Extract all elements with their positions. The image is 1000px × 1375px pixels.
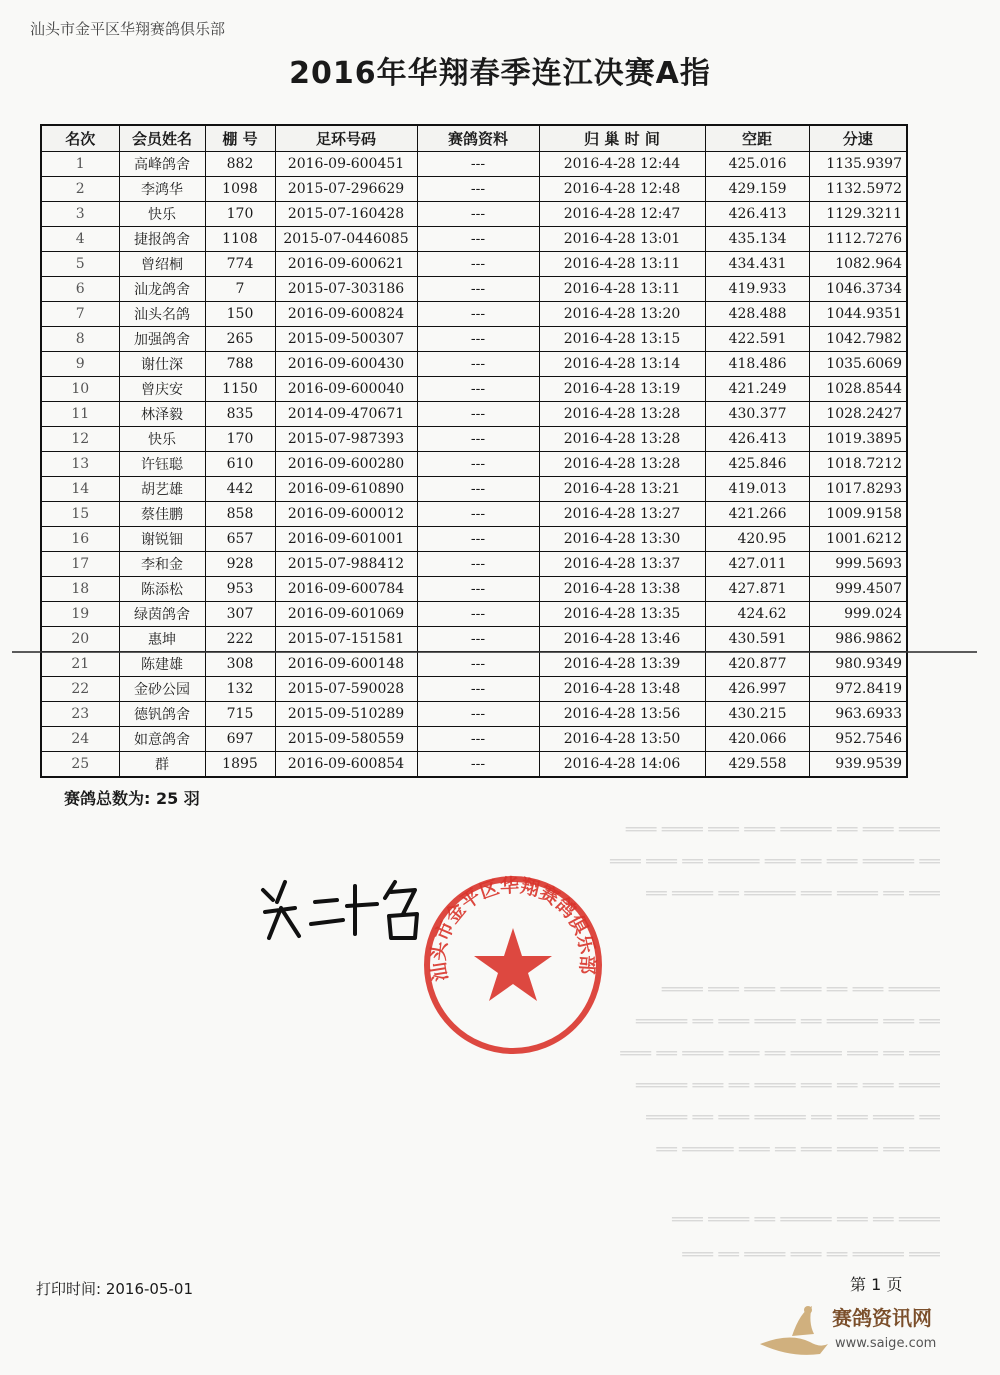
table-row	[41, 427, 907, 452]
loft-number-cell: 1150	[205, 377, 275, 402]
distance-cell: 421.266	[705, 502, 809, 527]
ring-number-cell: 2016-09-600012	[275, 502, 417, 527]
ring-number-cell: 2016-09-600040	[275, 377, 417, 402]
table-row	[41, 352, 907, 377]
bird-info-cell: ---	[417, 277, 539, 302]
rank-cell: 19	[41, 602, 119, 627]
arrival-time-cell: 2016-4-28 13:14	[539, 352, 705, 377]
ring-number-cell: 2016-09-600148	[275, 652, 417, 677]
results-body	[41, 152, 907, 778]
speed-cell: 939.9539	[809, 752, 907, 778]
bird-info-cell: ---	[417, 502, 539, 527]
member-name-cell: 加强鸽舍	[119, 327, 205, 352]
ring-number-cell: 2016-09-600621	[275, 252, 417, 277]
ring-number-cell: 2016-09-600854	[275, 752, 417, 778]
rank-cell: 21	[41, 652, 119, 677]
arrival-time-cell: 2016-4-28 12:47	[539, 202, 705, 227]
rank-cell: 5	[41, 252, 119, 277]
rank-cell: 22	[41, 677, 119, 702]
loft-number-cell: 835	[205, 402, 275, 427]
bird-info-cell: ---	[417, 627, 539, 652]
distance-cell: 435.134	[705, 227, 809, 252]
bleed-through-line: ═══ ═════ ══ ═══ ════ ══ ═══	[682, 1245, 940, 1265]
table-row	[41, 727, 907, 752]
loft-number-cell: 774	[205, 252, 275, 277]
arrival-time-cell: 2016-4-28 13:15	[539, 327, 705, 352]
rank-cell: 11	[41, 402, 119, 427]
distance-cell: 429.159	[705, 177, 809, 202]
distance-cell: 426.413	[705, 427, 809, 452]
rank-cell: 9	[41, 352, 119, 377]
arrival-time-cell: 2016-4-28 13:38	[539, 577, 705, 602]
bleed-through-line: ═══ ══ ═══ ═════ ══ ═══ ════ ══ ═══	[620, 1044, 940, 1064]
speed-cell: 1082.964	[809, 252, 907, 277]
rank-cell: 6	[41, 277, 119, 302]
bird-info-cell: ---	[417, 527, 539, 552]
member-name-cell: 谢仕深	[119, 352, 205, 377]
speed-cell: 1042.7982	[809, 327, 907, 352]
loft-number-cell: 953	[205, 577, 275, 602]
bird-info-cell: ---	[417, 427, 539, 452]
rank-cell: 8	[41, 327, 119, 352]
arrival-time-cell: 2016-4-28 13:48	[539, 677, 705, 702]
ring-number-cell: 2015-07-151581	[275, 627, 417, 652]
distance-cell: 430.215	[705, 702, 809, 727]
column-header: 会员姓名	[119, 125, 205, 152]
table-row	[41, 477, 907, 502]
print-time: 打印时间: 2016-05-01	[36, 1280, 193, 1298]
distance-cell: 419.933	[705, 277, 809, 302]
member-name-cell: 汕龙鸽舍	[119, 277, 205, 302]
speed-cell: 1044.9351	[809, 302, 907, 327]
member-name-cell: 快乐	[119, 202, 205, 227]
distance-cell: 427.011	[705, 552, 809, 577]
loft-number-cell: 715	[205, 702, 275, 727]
distance-cell: 430.591	[705, 627, 809, 652]
ring-number-cell: 2016-09-600280	[275, 452, 417, 477]
bleed-through-line: ═══ ══ ════ ═══ ══ ═══ ═════ ══	[656, 1140, 940, 1160]
loft-number-cell: 882	[205, 152, 275, 177]
speed-cell: 980.9349	[809, 652, 907, 677]
arrival-time-cell: 2016-4-28 13:35	[539, 602, 705, 627]
ring-number-cell: 2015-07-987393	[275, 427, 417, 452]
bird-info-cell: ---	[417, 327, 539, 352]
ring-number-cell: 2015-07-160428	[275, 202, 417, 227]
bird-info-cell: ---	[417, 752, 539, 778]
distance-cell: 427.871	[705, 577, 809, 602]
loft-number-cell: 170	[205, 427, 275, 452]
distance-cell: 420.95	[705, 527, 809, 552]
ring-number-cell: 2016-09-601001	[275, 527, 417, 552]
arrival-time-cell: 2016-4-28 13:56	[539, 702, 705, 727]
club-seal-stamp	[418, 870, 608, 1060]
speed-cell: 1018.7212	[809, 452, 907, 477]
bird-info-cell: ---	[417, 477, 539, 502]
ring-number-cell: 2015-07-0446085	[275, 227, 417, 252]
rank-cell: 17	[41, 552, 119, 577]
rank-cell: 12	[41, 427, 119, 452]
distance-cell: 425.846	[705, 452, 809, 477]
speed-cell: 999.5693	[809, 552, 907, 577]
member-name-cell: 陈添松	[119, 577, 205, 602]
bleed-through-line: ═════ ═══ ══ ════ ═══ ═══ ════	[661, 980, 940, 1000]
loft-number-cell: 7	[205, 277, 275, 302]
ring-number-cell: 2015-07-303186	[275, 277, 417, 302]
member-name-cell: 如意鸽舍	[119, 727, 205, 752]
arrival-time-cell: 2016-4-28 12:48	[539, 177, 705, 202]
table-row	[41, 302, 907, 327]
table-row	[41, 677, 907, 702]
speed-cell: 999.024	[809, 602, 907, 627]
bleed-through-line: ════ ══ ═══ ═════ ══ ════ ═══	[672, 1210, 940, 1230]
speed-cell: 1135.9397	[809, 152, 907, 177]
total-birds: 赛鸽总数为: 25 羽	[64, 789, 200, 808]
table-row	[41, 627, 907, 652]
bleed-through-line: ═══ ══ ════ ═══ ═════ ══ ════ ══	[646, 884, 940, 904]
table-row	[41, 702, 907, 727]
results-table	[40, 124, 908, 778]
bleed-through-line: ══ ════ ═══ ══ ═════ ═══ ══ ════	[646, 1108, 940, 1128]
table-row	[41, 227, 907, 252]
member-name-cell: 陈建雄	[119, 652, 205, 677]
page-number: 第 1 页	[850, 1275, 903, 1294]
table-row	[41, 452, 907, 477]
seal-text: 汕头市金平区华翔赛鸽俱乐部	[427, 874, 599, 983]
column-header: 空距	[705, 125, 809, 152]
ring-number-cell: 2016-09-600784	[275, 577, 417, 602]
distance-cell: 419.013	[705, 477, 809, 502]
distance-cell: 426.413	[705, 202, 809, 227]
ring-number-cell: 2015-07-296629	[275, 177, 417, 202]
arrival-time-cell: 2016-4-28 13:11	[539, 277, 705, 302]
member-name-cell: 金砂公园	[119, 677, 205, 702]
speed-cell: 1132.5972	[809, 177, 907, 202]
page-title: 2016年华翔春季连江决赛A指	[289, 56, 711, 91]
member-name-cell: 德钒鸽舍	[119, 702, 205, 727]
arrival-time-cell: 2016-4-28 14:06	[539, 752, 705, 778]
bird-info-cell: ---	[417, 177, 539, 202]
loft-number-cell: 265	[205, 327, 275, 352]
speed-cell: 972.8419	[809, 677, 907, 702]
table-row	[41, 402, 907, 427]
ring-number-cell: 2016-09-610890	[275, 477, 417, 502]
arrival-time-cell: 2016-4-28 13:01	[539, 227, 705, 252]
table-row	[41, 752, 907, 778]
arrival-time-cell: 2016-4-28 13:46	[539, 627, 705, 652]
rank-cell: 4	[41, 227, 119, 252]
distance-cell: 421.249	[705, 377, 809, 402]
rank-cell: 23	[41, 702, 119, 727]
ring-number-cell: 2016-09-601069	[275, 602, 417, 627]
table-row	[41, 177, 907, 202]
bleed-through-line: ══ ═════ ═══ ══ ═══ ═════ ══ ═══ ═══	[610, 852, 940, 872]
ring-number-cell: 2016-09-600430	[275, 352, 417, 377]
bird-info-cell: ---	[417, 227, 539, 252]
bird-info-cell: ---	[417, 652, 539, 677]
loft-number-cell: 1108	[205, 227, 275, 252]
member-name-cell: 捷报鸽舍	[119, 227, 205, 252]
bird-info-cell: ---	[417, 152, 539, 177]
member-name-cell: 高峰鸽舍	[119, 152, 205, 177]
table-row	[41, 377, 907, 402]
member-name-cell: 绿茵鸽舍	[119, 602, 205, 627]
member-name-cell: 曾庆安	[119, 377, 205, 402]
arrival-time-cell: 2016-4-28 12:44	[539, 152, 705, 177]
loft-number-cell: 1098	[205, 177, 275, 202]
table-row	[41, 252, 907, 277]
arrival-time-cell: 2016-4-28 13:11	[539, 252, 705, 277]
member-name-cell: 曾绍桐	[119, 252, 205, 277]
rank-cell: 13	[41, 452, 119, 477]
member-name-cell: 胡艺雄	[119, 477, 205, 502]
rank-cell: 20	[41, 627, 119, 652]
column-header: 赛鸽资料	[417, 125, 539, 152]
ring-number-cell: 2015-09-580559	[275, 727, 417, 752]
table-row	[41, 527, 907, 552]
column-header: 足环号码	[275, 125, 417, 152]
rank-cell: 3	[41, 202, 119, 227]
bird-info-cell: ---	[417, 302, 539, 327]
rank-cell: 1	[41, 152, 119, 177]
member-name-cell: 谢锐钿	[119, 527, 205, 552]
table-header-row	[41, 125, 907, 152]
distance-cell: 429.558	[705, 752, 809, 778]
distance-cell: 418.486	[705, 352, 809, 377]
arrival-time-cell: 2016-4-28 13:50	[539, 727, 705, 752]
rank-cell: 15	[41, 502, 119, 527]
member-name-cell: 李和金	[119, 552, 205, 577]
rank-cell: 24	[41, 727, 119, 752]
table-row	[41, 652, 907, 677]
organization-name: 汕头市金平区华翔赛鸽俱乐部	[30, 20, 226, 38]
loft-number-cell: 697	[205, 727, 275, 752]
rank-cell: 10	[41, 377, 119, 402]
speed-cell: 1112.7276	[809, 227, 907, 252]
distance-cell: 425.016	[705, 152, 809, 177]
loft-number-cell: 222	[205, 627, 275, 652]
distance-cell: 428.488	[705, 302, 809, 327]
table-row	[41, 327, 907, 352]
member-name-cell: 群	[119, 752, 205, 778]
arrival-time-cell: 2016-4-28 13:30	[539, 527, 705, 552]
bird-info-cell: ---	[417, 352, 539, 377]
member-name-cell: 许钰聪	[119, 452, 205, 477]
bird-info-cell: ---	[417, 202, 539, 227]
bird-info-cell: ---	[417, 252, 539, 277]
column-header: 名次	[41, 125, 119, 152]
bird-info-cell: ---	[417, 402, 539, 427]
rank-cell: 2	[41, 177, 119, 202]
table-row	[41, 552, 907, 577]
loft-number-cell: 858	[205, 502, 275, 527]
speed-cell: 999.4507	[809, 577, 907, 602]
bird-info-cell: ---	[417, 727, 539, 752]
loft-number-cell: 150	[205, 302, 275, 327]
distance-cell: 426.997	[705, 677, 809, 702]
loft-number-cell: 170	[205, 202, 275, 227]
arrival-time-cell: 2016-4-28 13:37	[539, 552, 705, 577]
member-name-cell: 快乐	[119, 427, 205, 452]
handwritten-signature	[255, 868, 435, 948]
rank-cell: 14	[41, 477, 119, 502]
distance-cell: 422.591	[705, 327, 809, 352]
column-header: 棚 号	[205, 125, 275, 152]
speed-cell: 1028.2427	[809, 402, 907, 427]
arrival-time-cell: 2016-4-28 13:28	[539, 402, 705, 427]
bird-info-cell: ---	[417, 577, 539, 602]
ring-number-cell: 2015-07-988412	[275, 552, 417, 577]
column-header: 分速	[809, 125, 907, 152]
arrival-time-cell: 2016-4-28 13:27	[539, 502, 705, 527]
arrival-time-cell: 2016-4-28 13:19	[539, 377, 705, 402]
speed-cell: 1019.3895	[809, 427, 907, 452]
rank-cell: 18	[41, 577, 119, 602]
ring-number-cell: 2015-09-500307	[275, 327, 417, 352]
speed-cell: 1017.8293	[809, 477, 907, 502]
distance-cell: 430.377	[705, 402, 809, 427]
table-row	[41, 577, 907, 602]
ring-number-cell: 2014-09-470671	[275, 402, 417, 427]
rank-cell: 7	[41, 302, 119, 327]
member-name-cell: 惠坤	[119, 627, 205, 652]
loft-number-cell: 788	[205, 352, 275, 377]
speed-cell: 952.7546	[809, 727, 907, 752]
arrival-time-cell: 2016-4-28 13:39	[539, 652, 705, 677]
bird-info-cell: ---	[417, 602, 539, 627]
bird-info-cell: ---	[417, 377, 539, 402]
loft-number-cell: 610	[205, 452, 275, 477]
member-name-cell: 汕头名鸽	[119, 302, 205, 327]
arrival-time-cell: 2016-4-28 13:28	[539, 427, 705, 452]
site-logo-url: www.saige.com	[835, 1336, 937, 1351]
table-row	[41, 502, 907, 527]
loft-number-cell: 657	[205, 527, 275, 552]
bleed-through-line: ════ ═══ ══ ═══ ════ ══ ═══ ═════	[636, 1076, 940, 1096]
rank-cell: 25	[41, 752, 119, 778]
loft-number-cell: 307	[205, 602, 275, 627]
distance-cell: 434.431	[705, 252, 809, 277]
bird-info-cell: ---	[417, 702, 539, 727]
ring-number-cell: 2016-09-600451	[275, 152, 417, 177]
loft-number-cell: 928	[205, 552, 275, 577]
bleed-through-line: ════ ═══ ══ ═════ ═══ ═══ ════ ═══	[625, 820, 940, 840]
distance-cell: 424.62	[705, 602, 809, 627]
distance-cell: 420.066	[705, 727, 809, 752]
arrival-time-cell: 2016-4-28 13:20	[539, 302, 705, 327]
member-name-cell: 蔡佳鹏	[119, 502, 205, 527]
ring-number-cell: 2016-09-600824	[275, 302, 417, 327]
table-row	[41, 152, 907, 177]
table-row	[41, 277, 907, 302]
speed-cell: 1001.6212	[809, 527, 907, 552]
ring-number-cell: 2015-09-510289	[275, 702, 417, 727]
ring-number-cell: 2015-07-590028	[275, 677, 417, 702]
speed-cell: 1129.3211	[809, 202, 907, 227]
speed-cell: 963.6933	[809, 702, 907, 727]
speed-cell: 1046.3734	[809, 277, 907, 302]
bird-info-cell: ---	[417, 452, 539, 477]
loft-number-cell: 442	[205, 477, 275, 502]
arrival-time-cell: 2016-4-28 13:28	[539, 452, 705, 477]
member-name-cell: 林泽毅	[119, 402, 205, 427]
site-logo-name: 赛鸽资讯网	[832, 1306, 932, 1330]
distance-cell: 420.877	[705, 652, 809, 677]
loft-number-cell: 308	[205, 652, 275, 677]
speed-cell: 1009.9158	[809, 502, 907, 527]
loft-number-cell: 132	[205, 677, 275, 702]
speed-cell: 1035.6069	[809, 352, 907, 377]
rank-cell: 16	[41, 527, 119, 552]
table-row	[41, 602, 907, 627]
bird-info-cell: ---	[417, 677, 539, 702]
member-name-cell: 李鸿华	[119, 177, 205, 202]
speed-cell: 986.9862	[809, 627, 907, 652]
scan-fold-line	[12, 651, 977, 653]
loft-number-cell: 1895	[205, 752, 275, 778]
table-row	[41, 202, 907, 227]
bleed-through-line: ══ ═══ ═════ ══ ════ ═══ ══ ═════	[636, 1012, 940, 1032]
arrival-time-cell: 2016-4-28 13:21	[539, 477, 705, 502]
column-header: 归 巢 时 间	[539, 125, 705, 152]
bird-info-cell: ---	[417, 552, 539, 577]
speed-cell: 1028.8544	[809, 377, 907, 402]
